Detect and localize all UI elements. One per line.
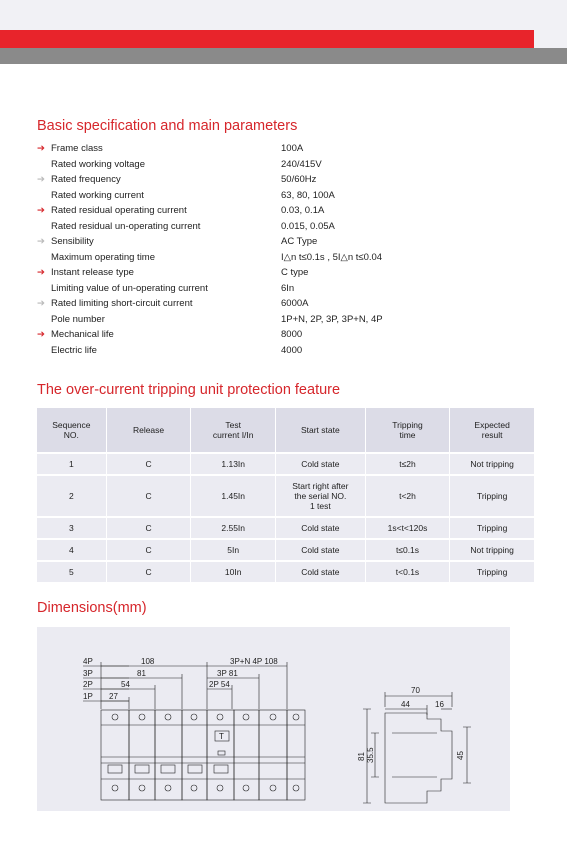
arrow-icon: ➔ (37, 267, 45, 278)
spec-row (37, 143, 497, 159)
header-sequence (37, 408, 107, 454)
spec-label: Pole number (51, 313, 105, 325)
cell-time: t≤2h (366, 454, 451, 476)
spec-row (37, 190, 497, 206)
cell-time: t<2h (366, 476, 451, 518)
cell-line: Cold state (301, 523, 340, 533)
header-band-light (0, 0, 567, 30)
spec-label: Rated working voltage (51, 158, 145, 170)
side-depth-16: 16 (435, 700, 444, 709)
dim-width-2p-right: 2P 54 (209, 680, 230, 689)
cell-line: 1 test (309, 501, 331, 511)
cell-start (276, 540, 366, 562)
dim-width-54: 54 (121, 680, 130, 689)
spec-row (37, 267, 497, 283)
side-depth-44: 44 (401, 700, 410, 709)
spec-section-title: Basic specification and main parameters (37, 118, 298, 134)
spec-row (37, 283, 497, 299)
cell-time: 1s<t<120s (366, 518, 451, 540)
spec-label: Rated working current (51, 189, 144, 201)
table-row (37, 562, 535, 584)
arrow-icon: ➔ (37, 174, 45, 185)
cell-release: C (107, 540, 192, 562)
spec-label: Electric life (51, 344, 97, 356)
cell-release: C (107, 454, 192, 476)
cell-line: Cold state (301, 459, 340, 469)
header-start-state (276, 408, 366, 454)
cell-start (276, 476, 366, 518)
tripping-table (37, 408, 535, 584)
table-header-row (37, 408, 535, 454)
spec-row (37, 205, 497, 221)
side-height-45: 45 (456, 751, 465, 760)
spec-label: Rated frequency (51, 174, 121, 185)
spec-value: 8000 (281, 329, 303, 340)
table-row (37, 454, 535, 476)
dimensions-drawing (37, 627, 510, 811)
header-expected-result (450, 408, 535, 454)
cell-release: C (107, 476, 192, 518)
cell-seq: 5 (37, 562, 107, 584)
cell-time: t≤0.1s (366, 540, 451, 562)
dim-width-3pn-4p: 3P+N 4P 108 (230, 657, 278, 666)
cell-start (276, 562, 366, 584)
cell-result: Tripping (450, 562, 535, 584)
header-line: current I/In (212, 430, 254, 440)
header-band-red (0, 30, 534, 48)
table-row (37, 476, 535, 518)
spec-row (37, 174, 497, 190)
spec-row (37, 329, 497, 345)
arrow-icon: ➔ (37, 329, 45, 340)
spec-value: 4000 (281, 344, 303, 356)
cell-seq: 1 (37, 454, 107, 476)
spec-value: I△n t≤0.1s , 5I△n t≤0.04 (281, 251, 383, 263)
dim-width-81: 81 (137, 669, 146, 678)
spec-value: 6In (281, 282, 295, 294)
spec-value: AC Type (281, 236, 318, 247)
cell-line: the serial NO. (294, 491, 347, 501)
spec-value: 63, 80, 100A (281, 189, 335, 201)
cell-time: t<0.1s (366, 562, 451, 584)
header-test-current (191, 408, 276, 454)
header-band-gray (0, 48, 567, 64)
spec-row (37, 236, 497, 252)
cell-start (276, 454, 366, 476)
cell-current: 1.13In (191, 454, 276, 476)
cell-line: Start right after (292, 481, 349, 491)
spec-value: 100A (281, 143, 304, 154)
spec-value: C type (281, 267, 309, 278)
cell-current: 1.45In (191, 476, 276, 518)
spec-row (37, 345, 497, 361)
header-line: result (481, 430, 503, 440)
dims-section-title: Dimensions(mm) (37, 600, 147, 616)
dim-label-3p: 3P (83, 669, 93, 678)
spec-value: 50/60Hz (281, 174, 317, 185)
cell-current: 2.55In (191, 518, 276, 540)
spec-value: 6000A (281, 298, 309, 309)
cell-current: 5In (191, 540, 276, 562)
header-line: Expected (474, 420, 510, 430)
arrow-icon: ➔ (37, 236, 45, 247)
side-depth-70: 70 (411, 686, 420, 695)
spec-label: Limiting value of un-operating current (51, 282, 208, 294)
header-line: Start state (300, 425, 340, 435)
cell-start (276, 518, 366, 540)
dim-width-108: 108 (141, 657, 155, 666)
cell-result: Tripping (450, 476, 535, 518)
cell-release: C (107, 518, 192, 540)
cell-current: 10In (191, 562, 276, 584)
header-line: NO. (63, 430, 79, 440)
spec-row (37, 314, 497, 330)
arrow-icon: ➔ (37, 143, 45, 154)
cell-seq: 2 (37, 476, 107, 518)
spec-label: Rated residual un-operating current (51, 220, 201, 232)
arrow-icon: ➔ (37, 205, 45, 216)
cell-release: C (107, 562, 192, 584)
header-band-red-end (534, 30, 567, 48)
spec-label: Frame class (51, 143, 103, 154)
spec-value: 240/415V (281, 158, 322, 170)
spec-label: Maximum operating time (51, 251, 156, 263)
spec-value: 0.015, 0.05A (281, 220, 335, 232)
test-button-label: T (219, 732, 224, 741)
header-line: Tripping (392, 420, 423, 430)
spec-row (37, 298, 497, 314)
dim-width-3p-right: 3P 81 (217, 669, 238, 678)
table-row (37, 518, 535, 540)
spec-row (37, 252, 497, 268)
header-line: Test (225, 420, 241, 430)
header-line: Sequence (52, 420, 91, 430)
spec-list (37, 143, 497, 360)
dimension-drawing-svg (37, 627, 510, 811)
side-height-35: 35.5 (366, 747, 375, 763)
table-section-title: The over-current tripping unit protection feature (37, 382, 341, 398)
side-height-81: 81 (357, 752, 366, 761)
cell-seq: 3 (37, 518, 107, 540)
arrow-icon: ➔ (37, 298, 45, 309)
spec-label: Instant release type (51, 267, 134, 278)
table-row (37, 540, 535, 562)
header-release (107, 408, 192, 454)
cell-result: Not tripping (450, 454, 535, 476)
dim-label-4p: 4P (83, 657, 93, 666)
spec-label: Mechanical life (51, 329, 114, 340)
spec-label: Sensibility (51, 236, 94, 247)
spec-label: Rated limiting short-circuit current (51, 298, 193, 309)
cell-line: Cold state (301, 545, 340, 555)
spec-row (37, 221, 497, 237)
cell-result: Not tripping (450, 540, 535, 562)
header-tripping-time (366, 408, 451, 454)
header-line: time (399, 430, 416, 440)
spec-value: 0.03, 0.1A (281, 205, 325, 216)
spec-label: Rated residual operating current (51, 205, 187, 216)
cell-result: Tripping (450, 518, 535, 540)
cell-line: Cold state (301, 567, 340, 577)
header-line: Release (132, 425, 165, 435)
spec-value: 1P+N, 2P, 3P, 3P+N, 4P (281, 313, 383, 325)
cell-seq: 4 (37, 540, 107, 562)
dim-label-2p: 2P (83, 680, 93, 689)
dim-width-27: 27 (109, 692, 118, 701)
dim-label-1p: 1P (83, 692, 93, 701)
spec-row (37, 159, 497, 175)
